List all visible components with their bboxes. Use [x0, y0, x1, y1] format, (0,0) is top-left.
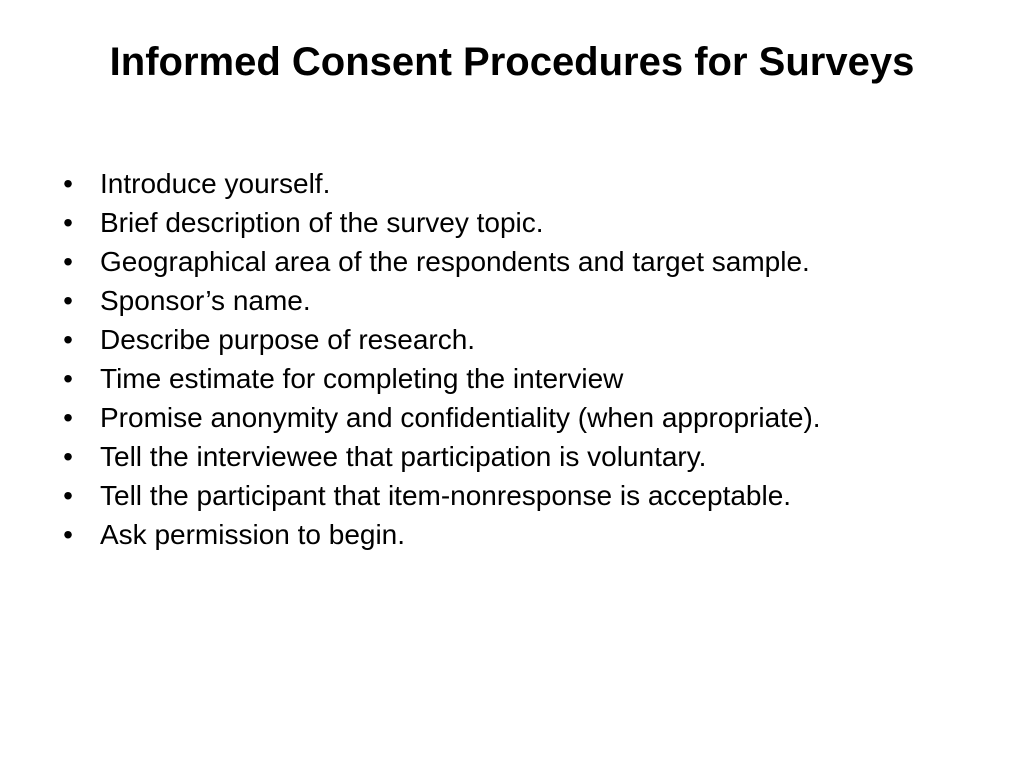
bullet-list: [58, 170, 978, 560]
bullet-item: [58, 248, 978, 276]
bullet-text: Time estimate for completing the interview: [100, 363, 624, 394]
bullet-text: Tell the participant that item-nonresponse is acceptable.: [100, 480, 792, 511]
bullet-icon: •: [63, 441, 73, 472]
slide-title: Informed Consent Procedures for Surveys: [109, 40, 915, 84]
bullet-item: [58, 209, 978, 237]
bullet-text: Ask permission to begin.: [100, 519, 406, 550]
bullet-text: Sponsor’s name.: [100, 285, 311, 316]
bullet-text: Brief description of the survey topic.: [100, 207, 544, 238]
bullet-icon: •: [63, 285, 73, 316]
bullet-icon: •: [63, 246, 73, 277]
bullet-text: Introduce yourself.: [100, 168, 331, 199]
bullet-text: Tell the interviewee that participation is voluntary.: [100, 441, 707, 472]
bullet-icon: •: [63, 168, 73, 199]
bullet-item: [58, 170, 978, 198]
bullet-icon: •: [63, 363, 73, 394]
bullet-text: Describe purpose of research.: [100, 324, 476, 355]
bullet-item: [58, 521, 978, 549]
bullet-text: Promise anonymity and confidentiality (when appropriate).: [100, 402, 821, 433]
bullet-item: [58, 482, 978, 510]
bullet-item: [58, 326, 978, 354]
bullet-item: [58, 443, 978, 471]
bullet-item: [58, 287, 978, 315]
bullet-icon: •: [63, 519, 73, 550]
bullet-icon: •: [63, 402, 73, 433]
bullet-text: Geographical area of the respondents and target sample.: [100, 246, 810, 277]
bullet-icon: •: [63, 480, 73, 511]
bullet-item: [58, 365, 978, 393]
bullet-item: [58, 404, 978, 432]
bullet-icon: •: [63, 324, 73, 355]
bullet-icon: •: [63, 207, 73, 238]
